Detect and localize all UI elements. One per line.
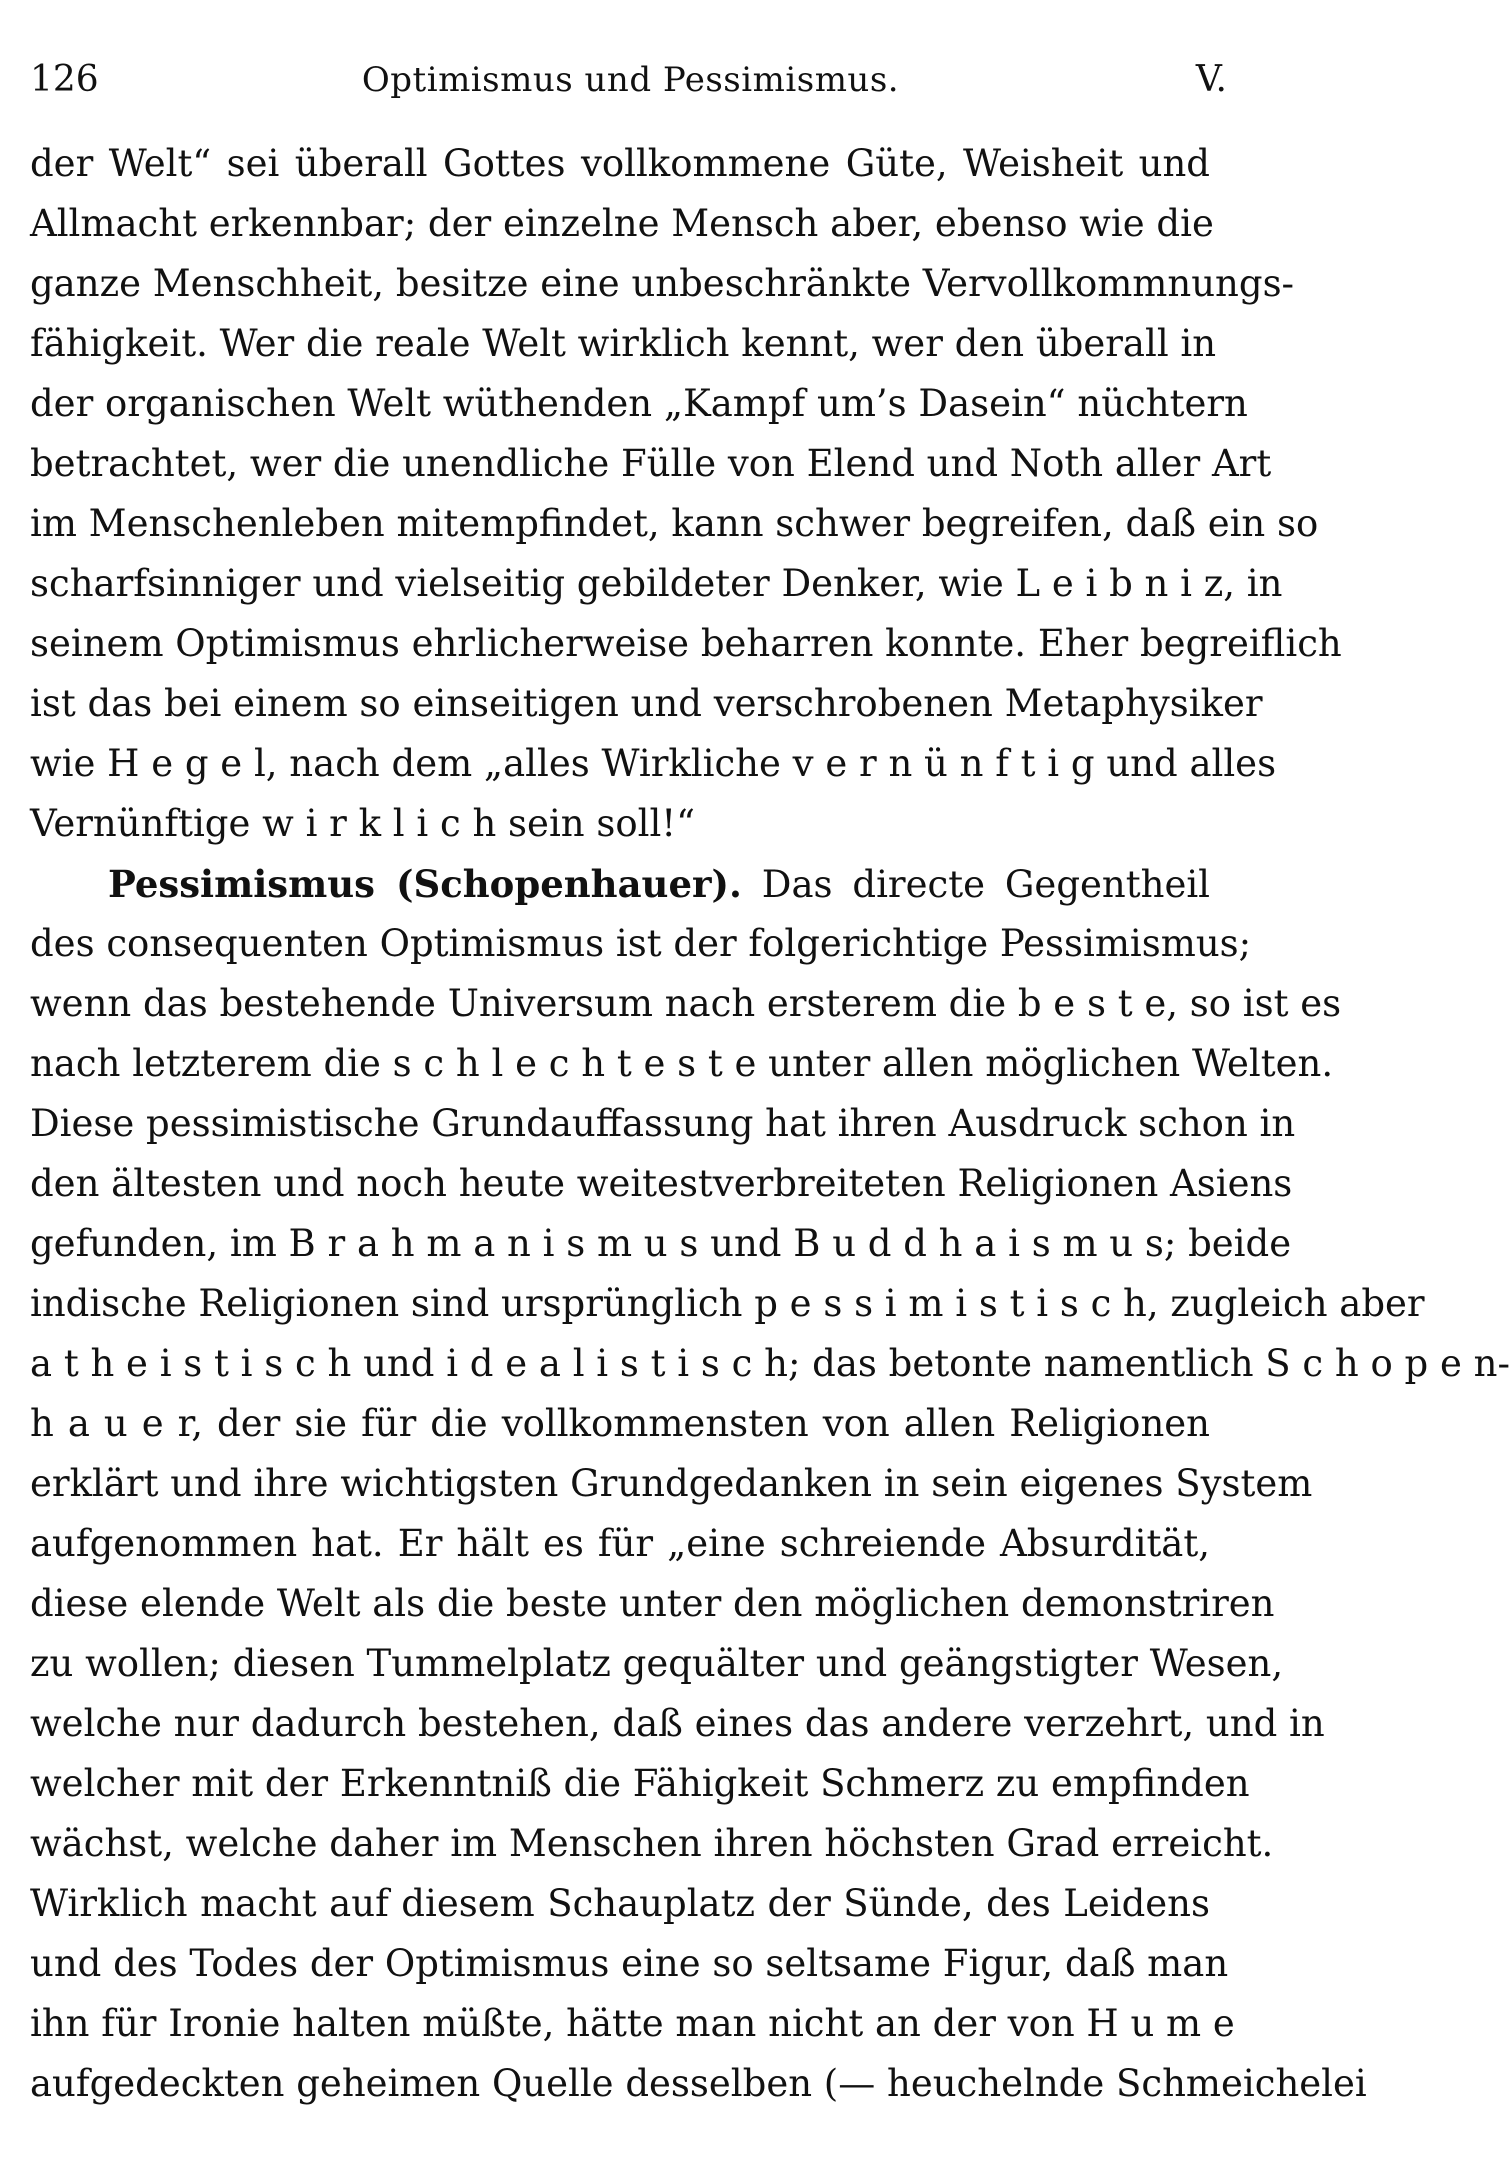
- text-line: Allmacht erkennbar; der einzelne Mensch aber, ebenso wie die: [30, 202, 1214, 245]
- running-head: [30, 50, 1231, 110]
- text-line: im Menschenleben mitempfindet, kann schwer begreifen, daß ein so: [30, 502, 1319, 545]
- section-heading: Pessimismus (Schopenhauer).: [108, 862, 742, 906]
- text-line: gefunden, im B r a h m a n i s m u s und B u d d h a i s m u s; beide: [30, 1222, 1292, 1265]
- text-line: ganze Menschheit, besitze eine unbeschränkte Vervollkommnungs-: [30, 262, 1295, 305]
- running-title: Optimismus und Pessimismus.: [361, 60, 900, 100]
- text-line: wie H e g e l, nach dem „alles Wirkliche v e r n ü n f t i g und alles: [30, 742, 1277, 785]
- text-line: Wirklich macht auf diesem Schauplatz der Sünde, des Leidens: [30, 1882, 1210, 1925]
- text-line: h a u e r, der sie für die vollkommensten von allen Religionen: [30, 1402, 1210, 1445]
- text-line: nach letzterem die s c h l e c h t e s t e unter allen möglichen Welten.: [30, 1042, 1334, 1085]
- text-line: der Welt“ sei überall Gottes vollkommene Güte, Weisheit und: [30, 142, 1210, 185]
- text-line: wenn das bestehende Universum nach ersterem die b e s t e, so ist es: [30, 982, 1342, 1025]
- paragraph-2: [30, 854, 1510, 2114]
- text-line: diese elende Welt als die beste unter den möglichen demonstriren: [30, 1582, 1275, 1625]
- text-line: Diese pessimistische Grundauffassung hat ihren Ausdruck schon in: [30, 1102, 1296, 1145]
- chapter-number: V.: [1195, 59, 1227, 100]
- text-line: den ältesten und noch heute weitestverbreiteten Religionen Asiens: [30, 1162, 1293, 1205]
- body-text: [30, 134, 1510, 2114]
- text-line: ist das bei einem so einseitigen und verschrobenen Metaphysiker: [30, 682, 1263, 725]
- text-line: welcher mit der Erkenntniß die Fähigkeit Schmerz zu empfinden: [30, 1762, 1250, 1805]
- text-line: ihn für Ironie halten müßte, hätte man nicht an der von H u m e: [30, 2002, 1235, 2045]
- paragraph-1: [30, 134, 1342, 854]
- text-line: erklärt und ihre wichtigsten Grundgedanken in sein eigenes System: [30, 1462, 1313, 1505]
- text-line: und des Todes der Optimismus eine so seltsame Figur, daß man: [30, 1942, 1229, 1985]
- text-line: indische Religionen sind ursprünglich p e s s i m i s t i s c h, zugleich aber: [30, 1282, 1425, 1325]
- text-line: [30, 854, 1210, 914]
- text-line: des consequenten Optimismus ist der folgerichtige Pessimismus;: [30, 922, 1252, 965]
- text-line: wächst, welche daher im Menschen ihren höchsten Grad erreicht.: [30, 1822, 1274, 1865]
- text-line: a t h e i s t i s c h und i d e a l i s t i s c h; das betonte namentlich S c h o p e n-: [30, 1342, 1510, 1385]
- text-line: zu wollen; diesen Tummelplatz gequälter und geängstigter Wesen,: [30, 1642, 1284, 1685]
- text-line: aufgenommen hat. Er hält es für „eine schreiende Absurdität,: [30, 1522, 1210, 1565]
- heading-line-rest: Das directe Gegentheil: [761, 863, 1211, 906]
- page-number: 126: [30, 59, 99, 100]
- text-line: Vernünftige w i r k l i c h sein soll!“: [30, 802, 696, 845]
- text-line: seinem Optimismus ehrlicherweise beharren konnte. Eher begreiflich: [30, 622, 1342, 665]
- text-line: fähigkeit. Wer die reale Welt wirklich kennt, wer den überall in: [30, 322, 1217, 365]
- text-line: betrachtet, wer die unendliche Fülle von Elend und Noth aller Art: [30, 442, 1272, 485]
- text-line: welche nur dadurch bestehen, daß eines das andere verzehrt, und in: [30, 1702, 1325, 1745]
- text-line: scharfsinniger und vielseitig gebildeter Denker, wie L e i b n i z, in: [30, 562, 1283, 605]
- text-line: aufgedeckten geheimen Quelle desselben (— heuchelnde Schmeichelei: [30, 2062, 1367, 2105]
- text-line: der organischen Welt wüthenden „Kampf um’s Dasein“ nüchtern: [30, 382, 1248, 425]
